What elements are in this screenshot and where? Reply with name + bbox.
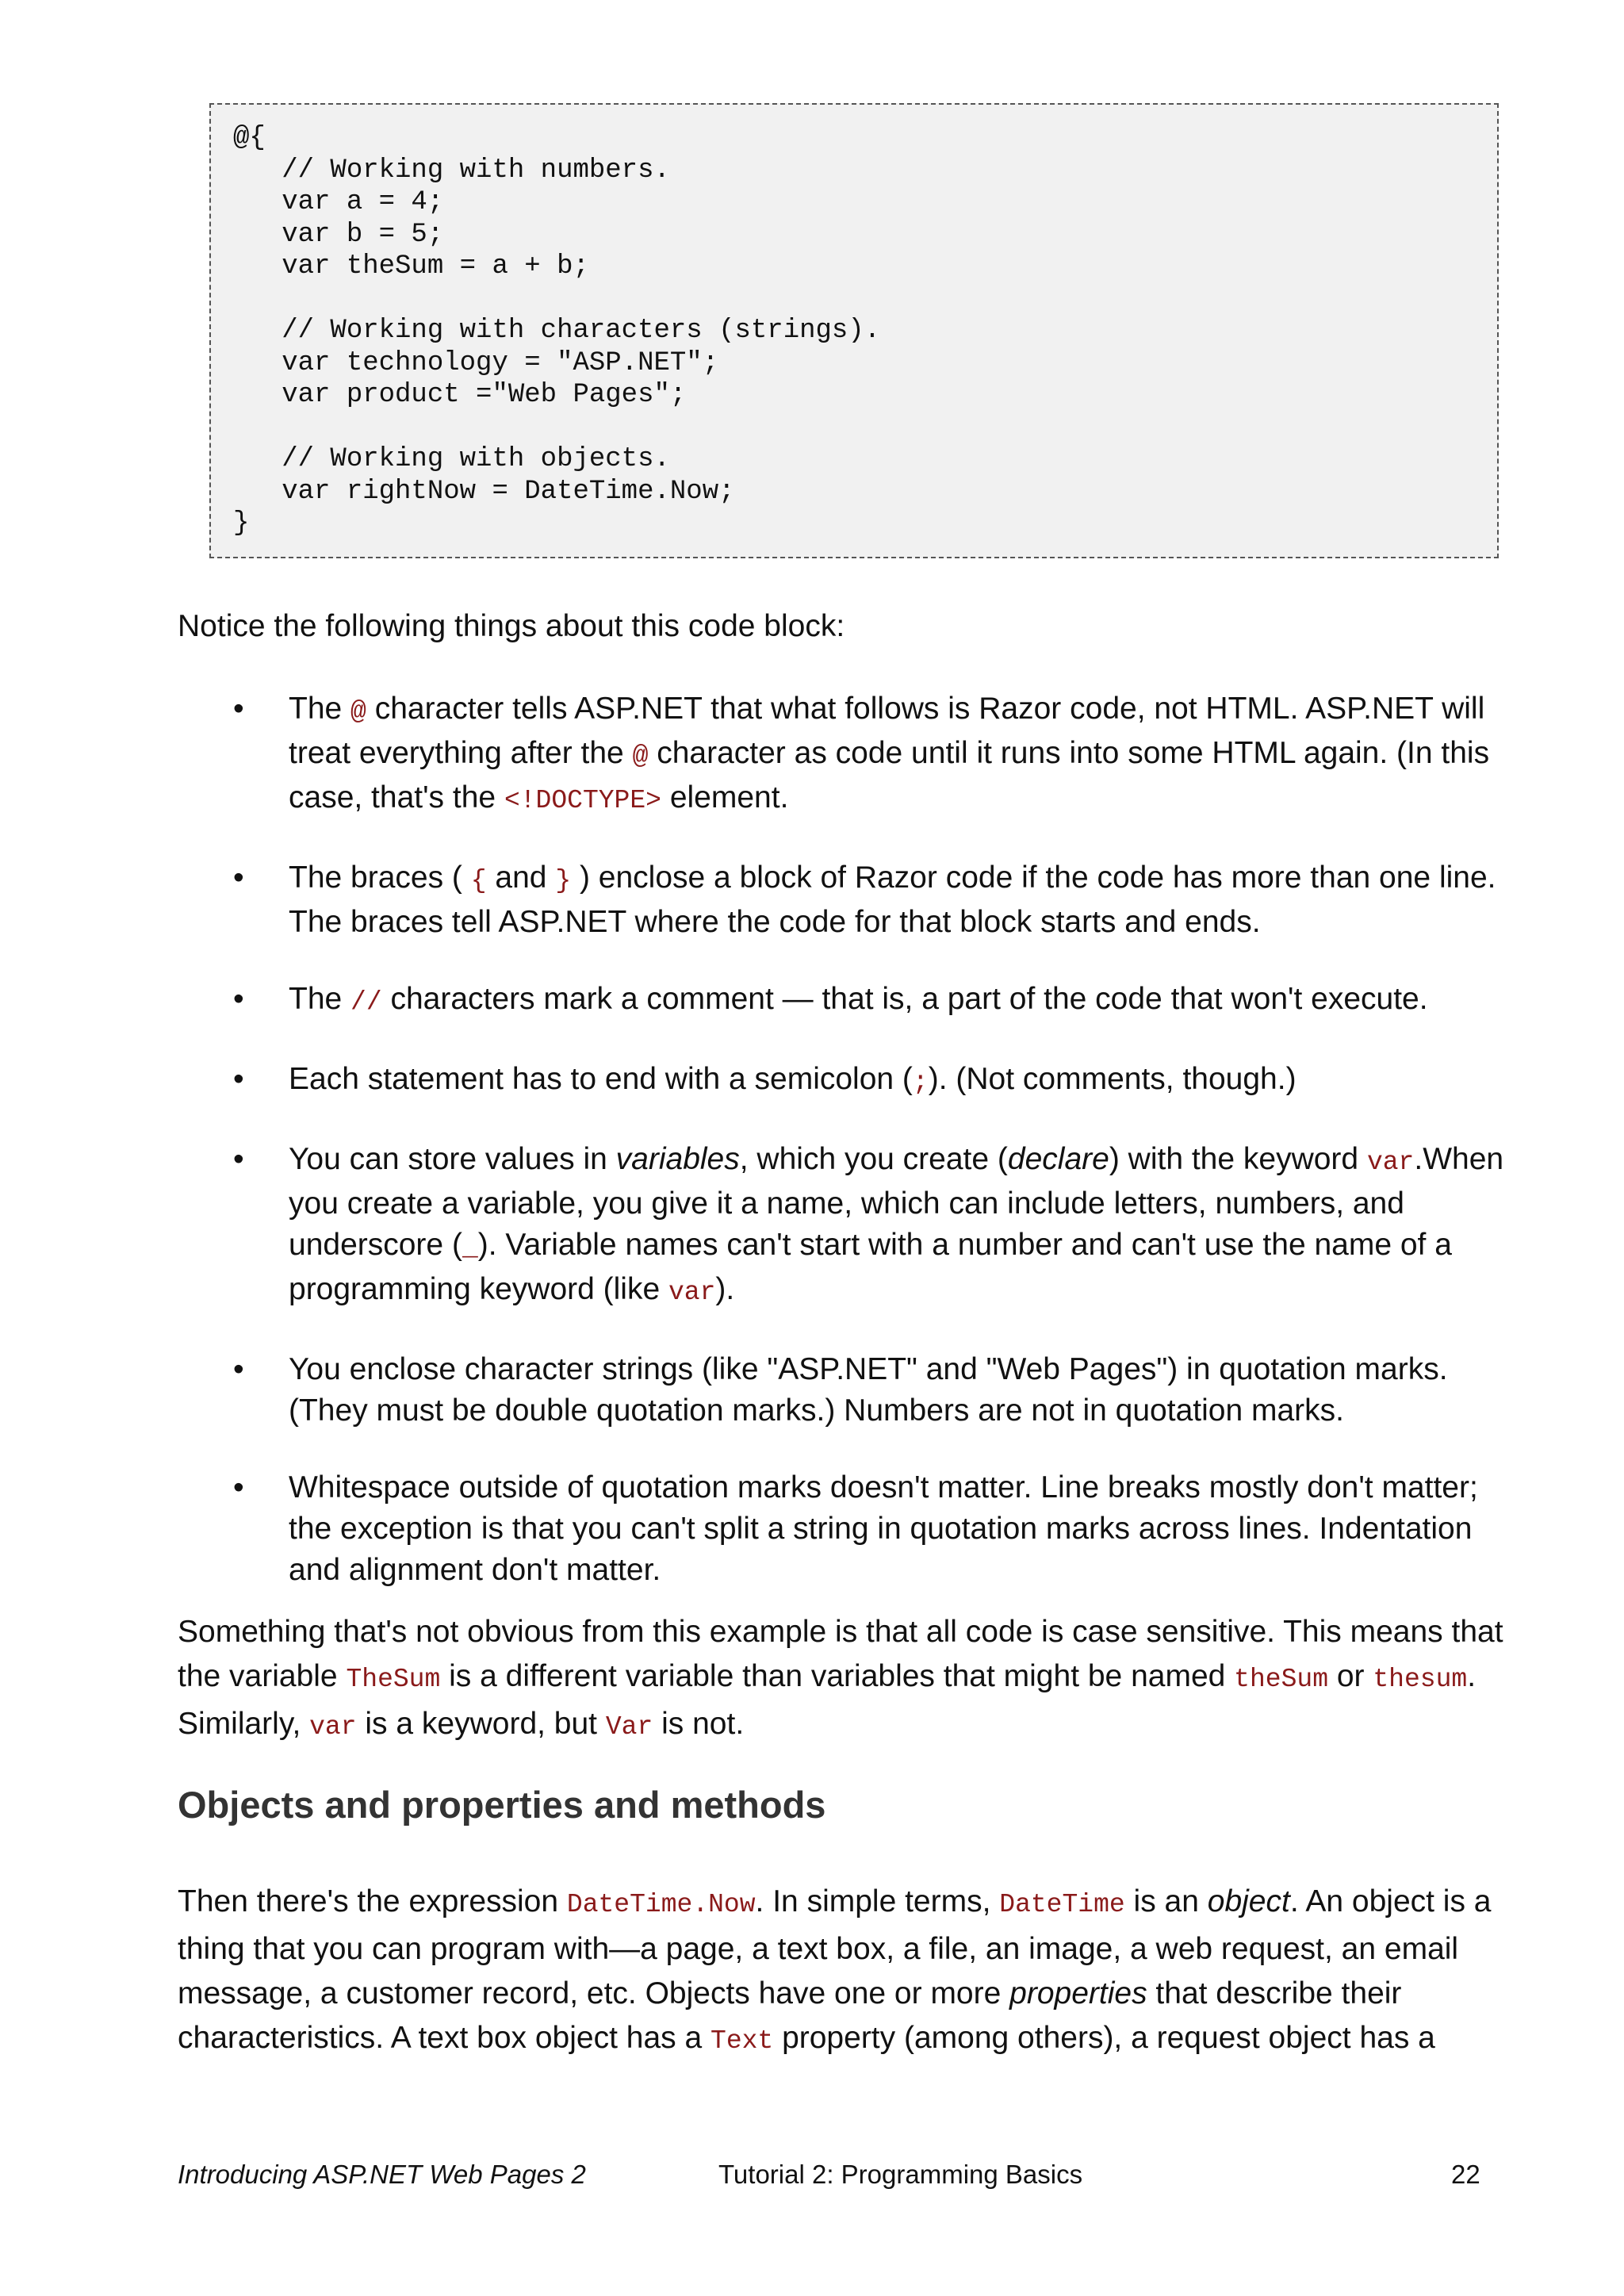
bullet-icon: •	[233, 1142, 244, 1176]
intro-paragraph: Notice the following things about this code block:	[178, 609, 845, 643]
list-item: • The braces ( { and } ) enclose a block of Razor code if the code has more than one line. The braces tell ASP.NET where the code for that block starts and ends.	[178, 857, 1526, 943]
section-heading: Objects and properties and methods	[178, 1784, 826, 1826]
code-block	[209, 103, 1499, 558]
bullet-list	[178, 688, 1526, 1627]
page-number: 22	[1451, 2160, 1480, 2189]
list-item: • You can store values in variables, which you create (declare) with the keyword var.When you create a variable, you give it a name, which can include letters, numbers, and underscore (_). Variable names can't start with a number and can't use the name of a programming keyword (like var).	[178, 1139, 1526, 1313]
code-block-text: @{ // Working with numbers. var a = 4; var b = 5; var theSum = a + b; // Working with characters (strings). var technology = "ASP.NET"; var product ="Web Pages"; // Working with objects. var rightNow = DateTime.Now; }	[233, 123, 881, 539]
list-item: • Each statement has to end with a semicolon (;). (Not comments, though.)	[178, 1059, 1526, 1103]
list-item: • The // characters mark a comment — that is, a part of the code that won't execute.	[178, 979, 1526, 1023]
list-item: • Whitespace outside of quotation marks doesn't matter. Line breaks mostly don't matter; the exception is that you can't split a string in quotation marks across lines. Indentation and alignment don't matter.	[178, 1467, 1526, 1591]
objects-paragraph: Then there's the expression DateTime.Now. In simple terms, DateTime is an object. An object is a thing that you can program with—a page, a text box, a file, an image, a web request, an email message, a customer record, etc. Objects have one or more properties that describe their characteristics. A text box object has a Text property (among others), a request object has a	[178, 1884, 1492, 2056]
list-item: • You enclose character strings (like "ASP.NET" and "Web Pages") in quotation marks. (They must be double quotation marks.) Numbers are not in quotation marks.	[178, 1349, 1526, 1432]
list-item: • The @ character tells ASP.NET that what follows is Razor code, not HTML. ASP.NET will treat everything after the @ character as code until it runs into some HTML again. (In this case, that's the <!DOCTYPE> element.	[178, 688, 1526, 822]
footer-book-title: Introducing ASP.NET Web Pages 2	[178, 2160, 586, 2189]
bullet-icon: •	[233, 982, 244, 1016]
bullet-icon: •	[233, 692, 244, 726]
bullet-icon: •	[233, 1470, 244, 1504]
bullet-icon: •	[233, 1062, 244, 1096]
bullet-icon: •	[233, 1352, 244, 1386]
footer-chapter-title: Tutorial 2: Programming Basics	[718, 2160, 1083, 2189]
case-sensitivity-paragraph: Something that's not obvious from this example is that all code is case sensitive. This means that the variable TheSum is a different variable than variables that might be named theSum or thesum. Similarly, var is a keyword, but Var is not.	[178, 1615, 1503, 1742]
bullet-icon: •	[233, 861, 244, 895]
